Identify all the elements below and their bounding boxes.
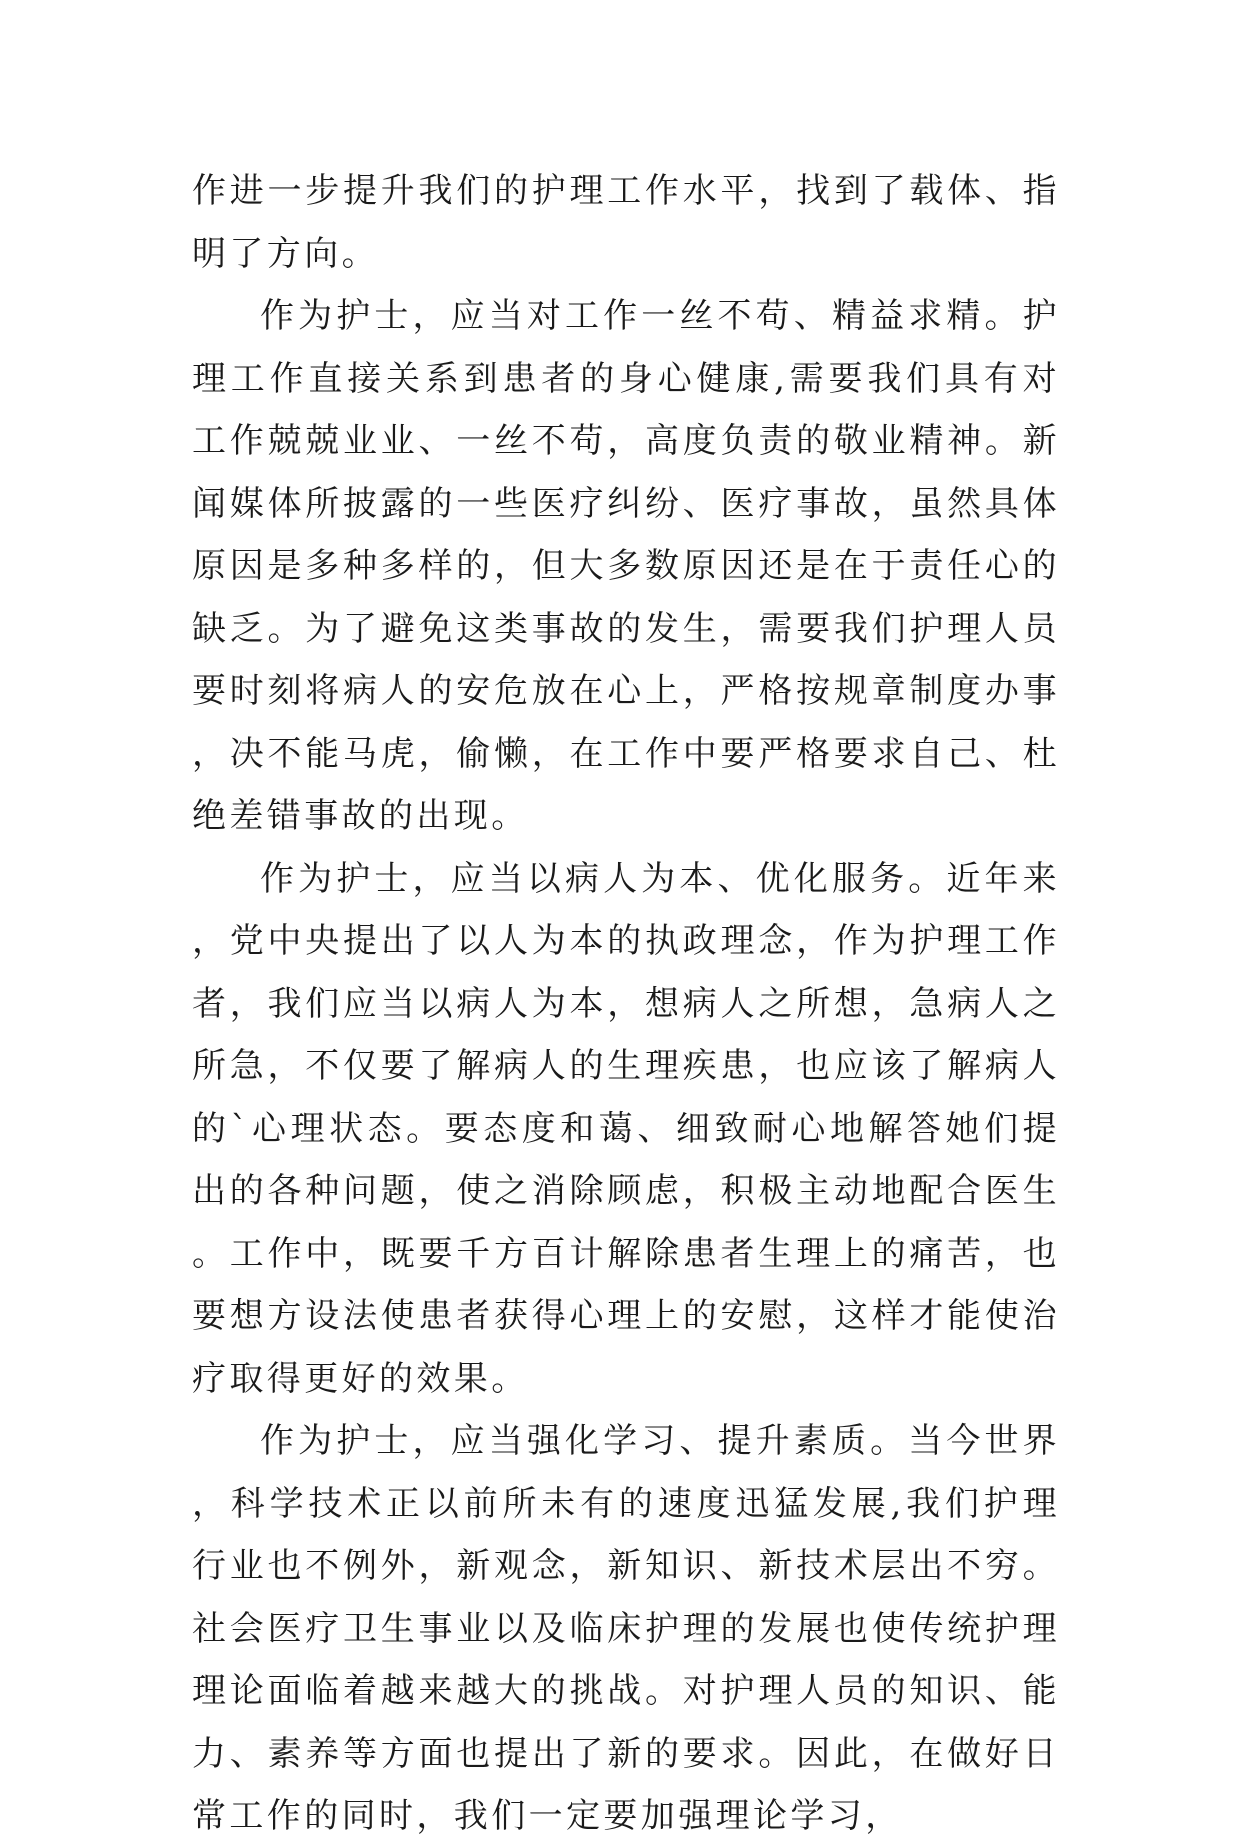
- paragraph-3: 作为护士，应当以病人为本、优化服务。近年来，党中央提出了以人为本的执政理念，作为护理工作者，我们应当以病人为本，想病人之所想，急病人之所急，不仅要了解病人的生理疾患，也应该了解病人的`心理状态。要态度和蔼、细致耐心地解答她们提出的各种问题，使之消除顾虑，积极主动地配合医生。工作中，既要千方百计解除患者生理上的痛苦，也要想方设法使患者获得心理上的安慰，这样才能使治疗取得更好的效果。: [192, 858, 1060, 1399]
- paragraph-2: 作为护士，应当对工作一丝不苟、精益求精。护理工作直接关系到患者的身心健康,需要我们具有对工作兢兢业业、一丝不苟，高度负责的敬业精神。新闻媒体所披露的一些医疗纠纷、医疗事故，虽然具体原因是多种多样的，但大多数原因还是在于责任心的缺乏。为了避免这类事故的发生，需要我们护理人员要时刻将病人的安危放在心上，严格按规章制度办事，决不能马虎，偷懒，在工作中要严格要求自己、杜绝差错事故的出现。: [192, 296, 1060, 836]
- body-text: [192, 160, 1060, 1848]
- paragraph-1: 作进一步提升我们的护理工作水平，找到了载体、指明了方向。: [192, 171, 1060, 274]
- paragraph-4: 作为护士，应当强化学习、提升素质。当今世界，科学技术正以前所未有的速度迅猛发展,我们护理行业也不例外，新观念，新知识、新技术层出不穷。社会医疗卫生事业以及临床护理的发展也使传统护理理论面临着越来越大的挑战。对护理人员的知识、能力、素养等方面也提出了新的要求。因此，在做好日常工作的同时，我们一定要加强理论学习，: [192, 1421, 1060, 1836]
